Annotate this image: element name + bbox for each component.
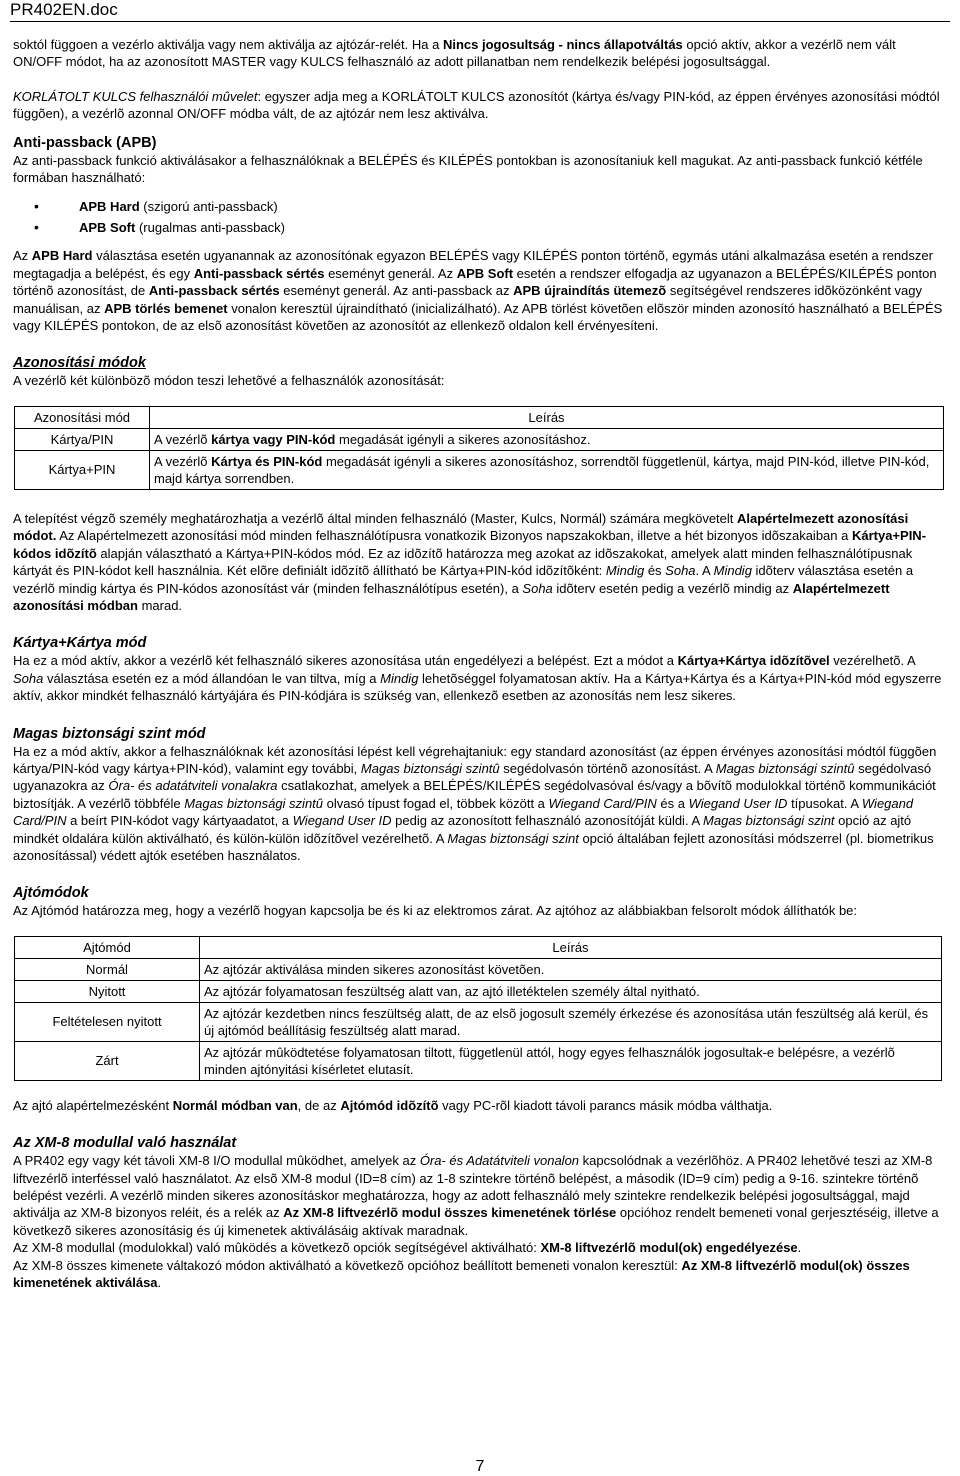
apb-heading: Anti-passback (APB) — [13, 134, 157, 151]
table-cell-mode: Normál — [15, 958, 200, 980]
intro-paragraph: soktól függoen a vezérlo aktiválja vagy nem aktiválja az ajtózár-relét. Ha a Nincs jogosultság - nincs állapotváltás opció aktív, akkor a vezérlõ nem vált ON/OFF módot, ha az azonosított MASTER vagy KULCS felhasználó az adott pillanatban nem rendelkezik belépési jogosultsággal. — [13, 37, 896, 70]
table-cell-mode: Kártya/PIN — [15, 428, 150, 450]
limited-key-paragraph: KORLÁTOLT KULCS felhasználói mûvelet: egyszer adja meg a KORLÁTOLT KULCS azonosítót (kártya és/vagy PIN-kód, az éppen érvényes azonosítási módtól függõen), a vezérlõ azonnal ON/OFF módba vált, de az ajtózár nem lesz aktiválva. — [13, 88, 940, 122]
column-header-description: Leírás — [200, 936, 942, 958]
table-cell-description: Az ajtózár mûködtetése folyamatosan tiltott, függetlenül attól, hogy egyes felhasználók jogosultak-e belépésre, a vezérlõ minden ajtónyitási kísérletet elutasít. — [200, 1041, 942, 1080]
high-security-body: Ha ez a mód aktív, akkor a felhasználóknak két azonosítási lépést kell végrehajtaniuk: egy standard azonosítást (az éppen érvényes azonosítási módtól függõen kártya/PIN-kód vagy kártya+PIN-kód), valamint egy további, Magas biztonsági szintû segédolvasón történõ azonosítást. A Magas biztonsági szintû segédolvasó ugyanazokra az Óra- és adatátviteli vonalakra csatlakozhat, amelyek a BELÉPÉS/KILÉPÉS segédolvasóval és/vagy a bõvítõ modulokkal történõ kommunikációt biztosítják. A vezérlõ többféle Magas biztonsági szintû olvasó típust fogad el, többek között a Wiegand Card/PIN és a Wiegand User ID típusokat. A Wiegand Card/PIN a beírt PIN-kódot vagy kártyaadatot, a Wiegand User ID pedig az azonosított felhasználó azonosítóját küldi. A Magas biztonsági szint opció az ajtó mindkét oldalára külön aktiválható, és külön-külön idõzítõvel vezérelhetõ. A Magas biztonsági szint opció általában fejlett azonosítási módszerrel (pl. biometrikus azonosítással) védett ajtók esetében használatos. — [13, 743, 937, 863]
table-header-row — [15, 936, 942, 958]
door-modes-body: Az ajtó alapértelmezésként Normál módban van, de az Ajtómód idõzítõ vagy PC-rõl kiadott távoli parancs másik módba válthatja. — [13, 1097, 773, 1113]
table-cell-description: Az ajtózár kezdetben nincs feszültség alatt, de az elsõ jogosult személy érkezése és azonosítása után feszültség alá kerül, és új ajtómód beállításig feszültség alatt marad. — [200, 1002, 942, 1041]
table-row — [15, 980, 942, 1002]
table-cell-mode: Kártya+PIN — [15, 450, 150, 489]
xm8-body-options: Az XM-8 modullal (modulokkal) való mûködés a következõ opciók segítségével aktiválható: XM-8 liftvezérlõ modul(ok) engedélyezése. — [13, 1240, 802, 1256]
apb-body: Az APB Hard választása esetén ugyanannak az azonosítónak egyazon BELÉPÉS vagy KILÉPÉS ponton történõ, egymás utáni alkalmazása esetén a rendszer megtagadja a belépést, és egy Anti-passback sértés eseményt generál. Az APB Soft esetén a rendszer elfogadja az ugyanazon a BELÉPÉS/KILÉPÉS ponton történõ azonosítást, de Anti-passback sértés eseményt generál. Az anti-passback az APB újraindítás ütemezõ segítségével rendszeres idõközönként vagy manuálisan, az APB törlés bemenet vonalon keresztül újraindítható (inicializálható). Az APB törlést követõen elõször minden azonosító használható a BELÉPÉS vagy KILÉPÉS pontokon, de az elsõ azonosítást követõen az azonosítót az ellenkezõ oldalon kell érvényesíteni. — [13, 248, 943, 334]
apb-list-item: • APB Soft (rugalmas anti-passback) — [79, 217, 948, 238]
door-modes-table — [14, 936, 942, 1081]
table-row — [15, 958, 942, 980]
header-rule — [10, 21, 950, 22]
auth-modes-intro: A vezérlõ két különbözõ módon teszi lehetõvé a felhasználók azonosítását: — [13, 373, 445, 389]
column-header-mode: Ajtómód — [15, 936, 200, 958]
card-card-body: Ha ez a mód aktív, akkor a vezérlõ két felhasználó sikeres azonosítása után engedélyezi a belépést. Ezt a módot a Kártya+Kártya idõzítõvel vezérelhetõ. A Soha választása esetén ez a mód állandóan le van tiltva, míg a Mindig lehetõséggel folyamatosan aktív. Ha a Kártya+Kártya és a Kártya+PIN-kód mód egyszerre aktív, akkor mindkét felhasználó kártyájára és PIN-kódjára is szükség van, ellenkezõ esetben az azonosítás nem lesz sikeres. — [13, 653, 942, 704]
table-cell-mode: Feltételesen nyitott — [15, 1002, 200, 1041]
auth-modes-table — [14, 406, 944, 490]
table-row — [15, 1041, 942, 1080]
xm8-heading: Az XM-8 modullal való használat — [13, 1135, 237, 1152]
table-cell-description: Az ajtózár aktiválása minden sikeres azonosítást követõen. — [200, 958, 942, 980]
table-row — [15, 1002, 942, 1041]
door-modes-heading: Ajtómódok — [13, 885, 89, 902]
table-cell-mode: Zárt — [15, 1041, 200, 1080]
table-row — [15, 450, 944, 489]
column-header-description: Leírás — [150, 406, 944, 428]
table-cell-description: A vezérlõ kártya vagy PIN-kód megadását igényli a sikeres azonosításhoz. — [150, 428, 944, 450]
column-header-mode: Azonosítási mód — [15, 406, 150, 428]
apb-list-item: • APB Hard (szigorú anti-passback) — [79, 196, 948, 217]
xm8-body: A PR402 egy vagy két távoli XM-8 I/O modullal mûködhet, amelyek az Óra- és Adatátviteli vonalon kapcsolódnak a vezérlõhöz. A PR402 lehetõvé teszi az XM-8 liftvezérlõ interféssel való használatot. Az elsõ XM-8 modul (ID=8 cím) az 1-8 szintekre történõ belépést, a második (ID=9 cím) pedig a 9-16. szintekre történõ belépést vezérli. A vezérlõ minden sikeres azonosításkor meghatározza, hogy az adott felhasználó mely szintekre rendelkezik belépési jogosultsággal, majd aktiválja az XM-8 bizonyos reléit, és a relék az Az XM-8 liftvezérlõ modul összes kimenetének törlése opcióhoz rendelt bemeneti vonal gerjesztéséig, illetve a következõ sikeres azonosításig és új kimenetek aktiválásáig aktívak maradnak. — [13, 1153, 939, 1238]
door-modes-intro: Az Ajtómód határozza meg, hogy a vezérlõ hogyan kapcsolja be és ki az elektromos zárat. Az ajtóhoz az alábbiakban felsorolt módok állíthatók be: — [13, 903, 858, 919]
table-cell-description: A vezérlõ Kártya és PIN-kód megadását igényli a sikeres azonosításhoz, sorrendtõl függetlenül, kártya, majd PIN-kód, illetve PIN-kód, majd kártya sorrendben. — [150, 450, 944, 489]
high-security-heading: Magas biztonsági szint mód — [13, 725, 206, 742]
table-cell-description: Az ajtózár folyamatosan feszültség alatt van, az ajtó illetéktelen személy által nyitható. — [200, 980, 942, 1002]
card-card-heading: Kártya+Kártya mód — [13, 635, 147, 652]
apb-intro: Az anti-passback funkció aktiválásakor a felhasználóknak a BELÉPÉS és KILÉPÉS pontokban is azonosítaniuk kell magukat. Az anti-passback funkció kétféle formában használható: — [13, 152, 923, 186]
document-filename: PR402EN.doc — [10, 0, 118, 19]
xm8-body-outputs: Az XM-8 összes kimenete váltakozó módon aktiválható a következõ opcióhoz beállított bemeneti vonalon keresztül: Az XM-8 liftvezérlõ modul(ok) összes kimenetének aktiválása. — [13, 1257, 910, 1291]
table-row — [15, 428, 944, 450]
page-number: 7 — [475, 1458, 485, 1475]
document-body — [13, 36, 948, 1291]
auth-modes-heading: Azonosítási módok — [13, 355, 146, 372]
auth-modes-body: A telepítést végzõ személy meghatározhatja a vezérlõ által minden felhasználó (Master, Kulcs, Normál) számára megkövetelt Alapértelmezett azonosítási módot. Az Alapértelmezett azonosítási mód minden felhasználótípusra vonatkozik Bizonyos napszakokban, illetve a hét bizonyos idõszakaiban a Kártya+PIN-kódos idõzítõ alapján választható a Kártya+PIN-kódos mód. Ez az idõzítõ határozza meg azokat az idõszakokat, amelyek alatt minden felhasználótípusnak kártyát és PIN-kódot kell használnia. Két elõre definiált idõzítõ állítható be Kártya+PIN-kód idõzítõként: Mindig és Soha. A Mindig idõterv választása esetén a vezérlõ mindig kártya és PIN-kódos azonosítást vár (minden felhasználótípus esetén), a Soha idõterv esetén pedig a vezérlõ mindig az Alapértelmezett azonosítási módban marad. — [13, 510, 927, 613]
table-cell-mode: Nyitott — [15, 980, 200, 1002]
apb-list — [13, 196, 948, 238]
table-header-row — [15, 406, 944, 428]
